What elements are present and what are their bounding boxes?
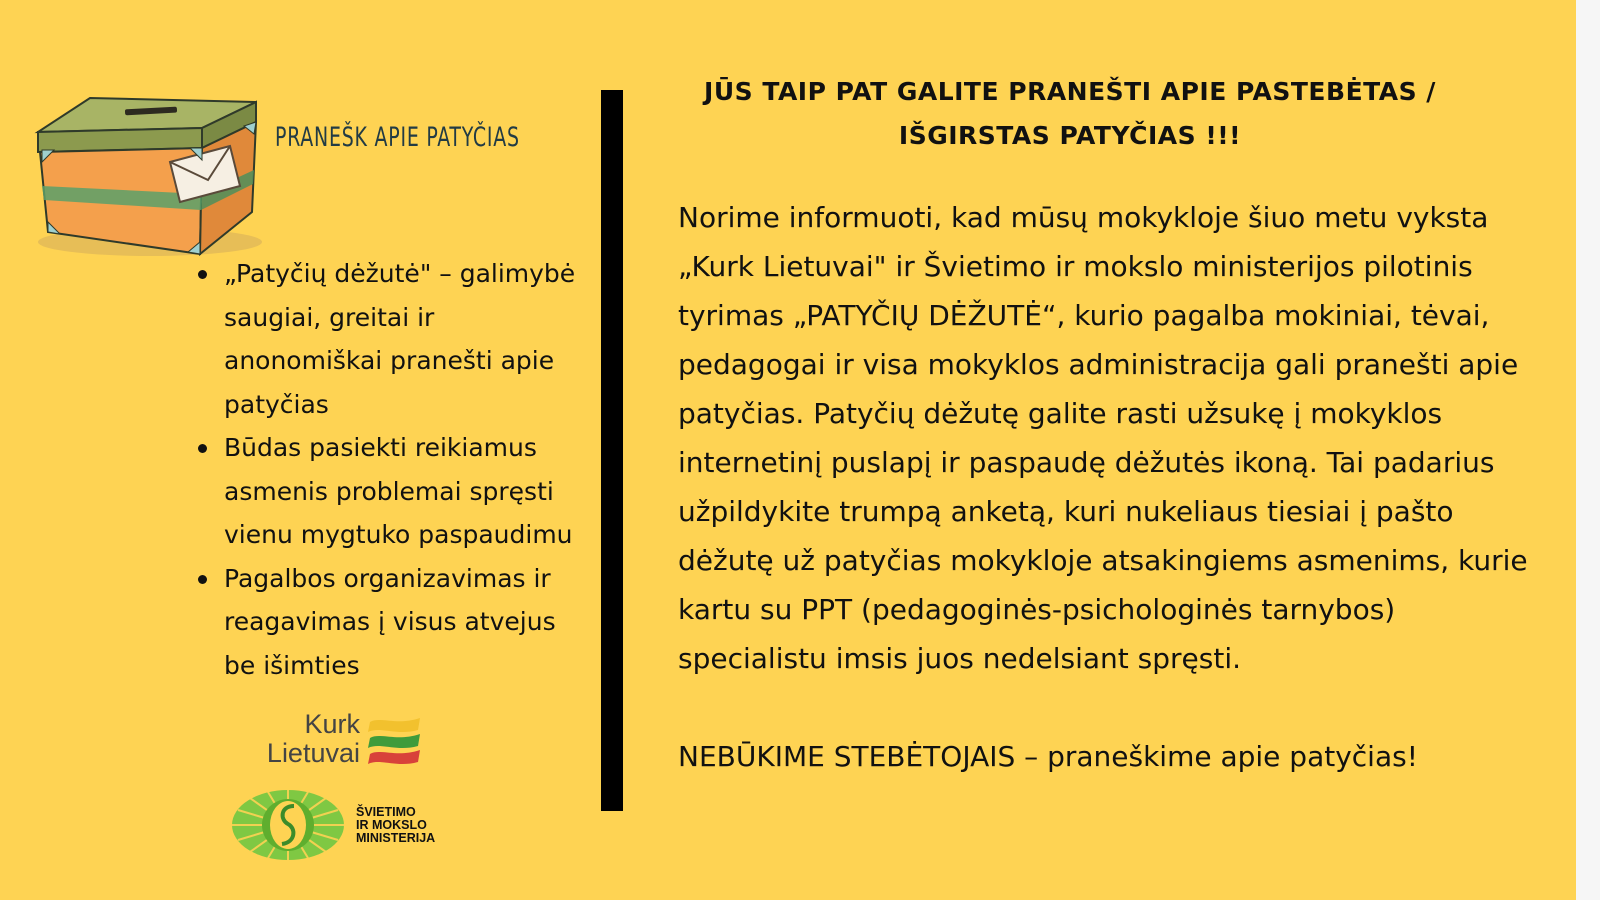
vertical-divider [601, 90, 623, 811]
kurk-lietuvai-wordmark: Kurk Lietuvai [266, 709, 360, 768]
smm-logo [230, 788, 460, 862]
campaign-title: PRANEŠK APIE PATYČIAS [275, 122, 520, 153]
feature-item: „Patyčių dėžutė" – galimybė saugiai, greitai ir anonomiškai pranešti apie patyčias [196, 252, 576, 426]
kurk-lietuvai-stripes-icon [366, 716, 424, 768]
headline: JŪS TAIP PAT GALITE PRANEŠTI APIE PASTEBĖTAS / IŠGIRSTAS PATYČIAS !!! [704, 77, 1436, 150]
call-to-action: NEBŪKIME STEBĖTOJAIS – praneškime apie patyčias! [678, 740, 1418, 773]
kurk-lietuvai-logo [258, 710, 428, 770]
smm-emblem-icon [230, 788, 346, 862]
ballot-box-icon [30, 62, 270, 262]
smm-wordmark: ŠVIETIMO IR MOKSLO MINISTERIJA [356, 805, 436, 845]
body-paragraph: Norime informuoti, kad mūsų mokykloje šiuo metu vyksta „Kurk Lietuvai" ir Švietimo ir mokslo ministerijos pilotinis tyrimas „PATYČIŲ DĖŽUTĖ“, kurio pagalba mokiniai, tėvai, pedagogai ir visa mokyklos administracija gali pranešti apie patyčias. Patyčių dėžutę galite rasti užsukę į mokyklos internetinį puslapį ir paspaudę dėžutės ikoną. Tai padarius užpildykite trumpą anketą, kuri nukeliaus tiesiai į pašto dėžutę už patyčias mokykloje atsakingiems asmenims, kurie kartu su PPT (pedagoginės-psichologinės tarnybos) specialistu imsis juos nedelsiant spręsti. [678, 201, 1528, 675]
feature-item: Būdas pasiekti reikiamus asmenis problemai spręsti vienu mygtuko paspaudimu [196, 426, 576, 557]
feature-item: Pagalbos organizavimas ir reagavimas į visus atvejus be išimties [196, 557, 576, 688]
feature-list [196, 252, 576, 687]
